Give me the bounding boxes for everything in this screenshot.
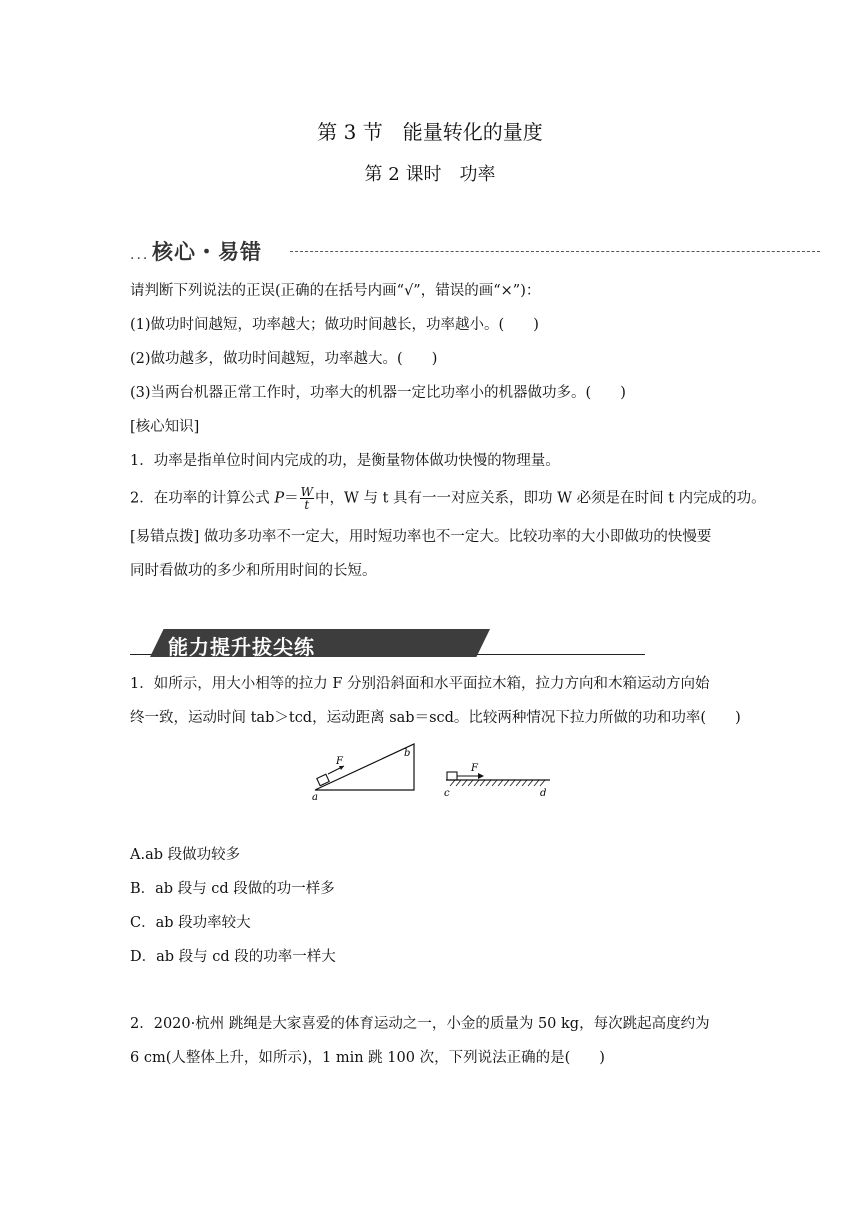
knowledge-label: [核心知识] <box>130 419 200 435</box>
question-2-line-2: 6 cm(人整体上升，如所示)，1 min 跳 100 次，下列说法正确的是( ) <box>130 1050 605 1066</box>
point-c-label: c <box>444 788 450 799</box>
option-b: B．ab 段与 cd 段做的功一样多 <box>130 881 335 897</box>
question-1-line-2: 终一致，运动时间 tab＞tcd，运动距离 sab＝scd。比较两种情况下拉力所做的功和功率( ) <box>130 710 741 726</box>
tip-line-1: [易错点拨] 做功多功率不一定大，用时短功率也不一定大。比较功率的大小即做功的快慢要 <box>130 529 712 545</box>
page-title: 第 3 节 能量转化的量度 <box>317 120 543 144</box>
formula-p: P <box>274 490 285 507</box>
ground-hatching <box>450 780 545 786</box>
plane-force-label: F <box>471 763 478 774</box>
heading-dashed-rule <box>290 251 820 252</box>
option-c: C．ab 段功率较大 <box>130 915 251 931</box>
formula-numerator: W <box>300 485 313 499</box>
judge-item-3: (3)当两台机器正常工作时，功率大的机器一定比功率小的机器做功多。( ) <box>130 385 626 401</box>
knowledge-point-1: 1．功率是指单位时间内完成的功，是衡量物体做功快慢的物理量。 <box>130 453 560 469</box>
page-subtitle: 第 2 课时 功率 <box>364 164 496 185</box>
formula-denominator: t <box>304 498 310 512</box>
incline-triangle <box>315 744 414 790</box>
judge-intro: 请判断下列说法的正误(正确的在括号内画“√”，错误的画“×”)： <box>130 283 541 299</box>
point-b-label: b <box>404 748 411 759</box>
point-a-label: a <box>312 792 318 800</box>
section-heading-core <box>130 236 700 268</box>
incline-force-label: F <box>336 756 343 767</box>
section-heading-practice-label: 能力提升拔尖练 <box>168 635 315 659</box>
question-1-line-1: 1．如所示，用大小相等的拉力 F 分别沿斜面和水平面拉木箱，拉力方向和木箱运动方向始 <box>130 676 710 692</box>
question-1-figure <box>300 738 560 800</box>
plane-force-arrowhead <box>478 773 484 779</box>
question-2-line-1: 2．2020·杭州 跳绳是大家喜爱的体育运动之一，小金的质量为 50 kg，每次跳起高度约为 <box>130 1016 710 1032</box>
plane-box <box>447 772 457 780</box>
section-heading-core-label: 核心・易错 <box>152 240 262 264</box>
knowledge-point-2-suffix: 中，W 与 t 具有一一对应关系，即功 W 必须是在时间 t 内完成的功。 <box>314 490 766 507</box>
option-d: D．ab 段与 cd 段的功率一样大 <box>130 949 336 965</box>
knowledge-point-2-prefix: 2．在功率的计算公式 <box>130 490 275 507</box>
knowledge-point-2 <box>130 486 766 511</box>
tip-line-2: 同时看做功的多少和所用时间的长短。 <box>130 563 377 579</box>
heading-leading-dots: ··· <box>130 251 150 267</box>
option-a: A.ab 段做功较多 <box>130 847 241 863</box>
formula-fraction <box>300 486 314 511</box>
judge-item-2: (2)做功越多，做功时间越短，功率越大。( ) <box>130 351 438 367</box>
section-heading-practice <box>130 627 650 661</box>
point-d-label: d <box>540 788 547 799</box>
judge-item-1: (1)做功时间越短，功率越大；做功时间越长，功率越小。( ) <box>130 317 539 333</box>
formula-equals: ＝ <box>284 490 299 507</box>
